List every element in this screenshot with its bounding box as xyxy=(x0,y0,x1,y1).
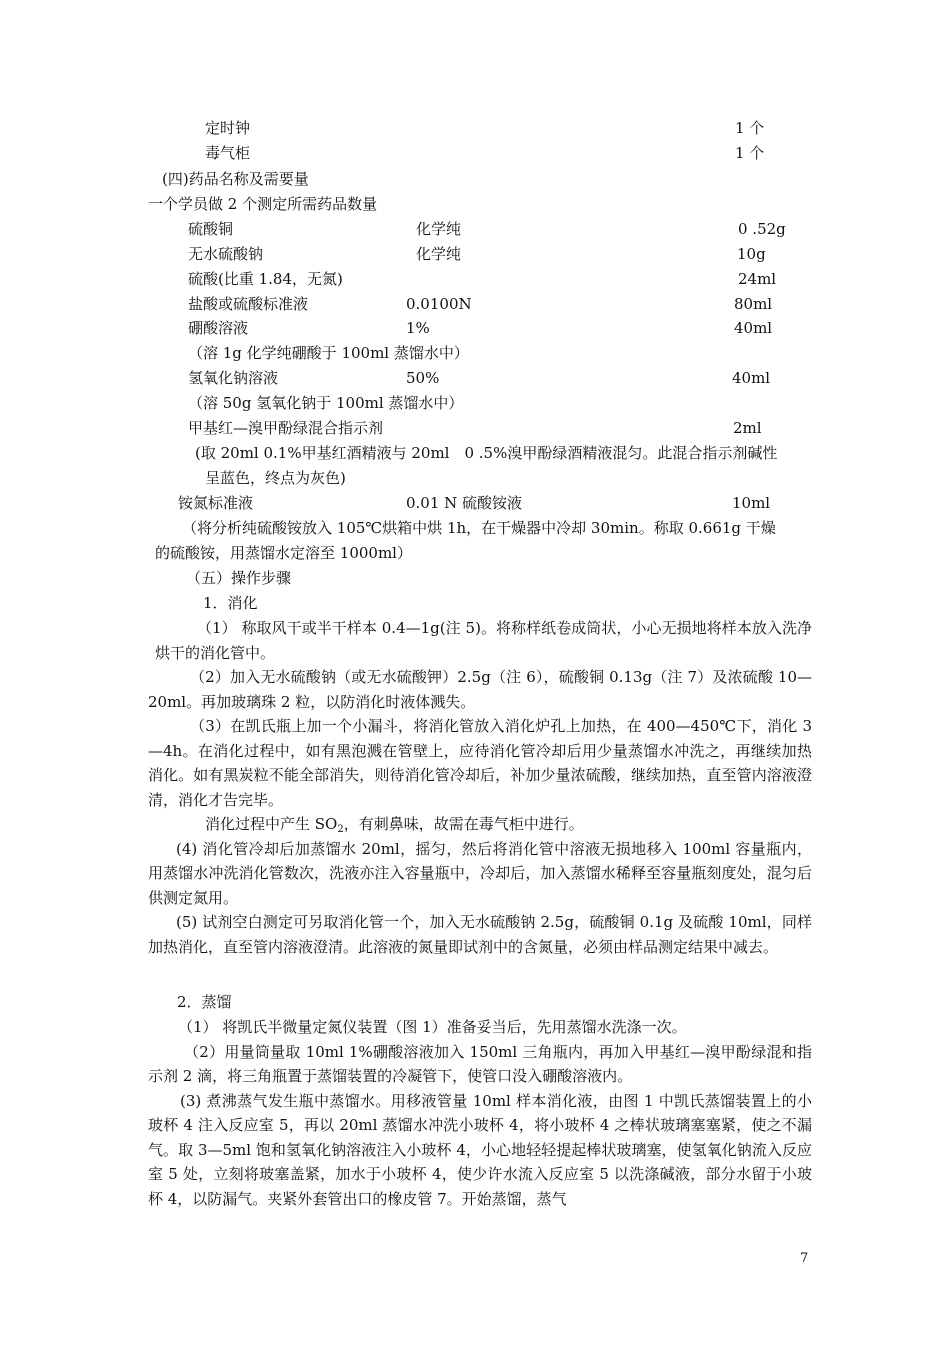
indicator-amount: 2ml xyxy=(733,419,762,437)
step1-para-1: （1） 称取风干或半干样本 0.4—1g(注 5)。将称样纸卷成筒状，小心无损地将样本放入洗净烘干的消化管中。 xyxy=(155,619,812,662)
equipment-name: 毒气柜 xyxy=(205,144,251,162)
reagent-name: 硫酸(比重 1.84，无氮) xyxy=(188,270,343,288)
ammonium-note: （将分析纯硫酸铵放入 105℃烘箱中烘 1h，在干燥器中冷却 30min。称取 0.661g 干燥 xyxy=(182,519,776,537)
step2-para-2: （2）用量筒量取 10ml 1%硼酸溶液加入 150ml 三角瓶内，再加入甲基红—溴甲酚绿混和指示剂 2 滴，将三角瓶置于蒸馏装置的冷凝管下，使管口没入硼酸溶液内。 xyxy=(148,1042,812,1085)
naoh-note: （溶 50g 氢氧化钠于 100ml 蒸馏水中） xyxy=(188,394,464,412)
page-number: 7 xyxy=(800,1251,809,1266)
reagent-spec: 化学纯 xyxy=(416,245,462,263)
so2-text-after: ，有刺鼻味，故需在毒气柜中进行。 xyxy=(343,815,584,833)
step1-para-so2 xyxy=(148,812,812,837)
step1-para-2: （2）加入无水硫酸钠（或无水硫酸钾）2.5g（注 6），硫酸铜 0.13g（注 7）及浓硫酸 10—20ml。再加玻璃珠 2 粒，以防消化时液体溅失。 xyxy=(148,668,812,711)
reagent-name: 无水硫酸钠 xyxy=(188,245,264,263)
step2-heading: 2．蒸馏 xyxy=(177,993,232,1011)
naoh-spec: 50% xyxy=(406,369,440,387)
reagent-amount: 0 .52g xyxy=(738,220,786,238)
boric-note: （溶 1g 化学纯硼酸于 100ml 蒸馏水中） xyxy=(188,344,469,362)
step2-paragraphs xyxy=(148,1015,812,1211)
reagent-spec: 0.0100N xyxy=(406,295,472,313)
section4-intro: 一个学员做 2 个测定所需药品数量 xyxy=(148,195,378,213)
reagent-amount: 40ml xyxy=(734,319,773,337)
step2-para-1: （1） 将凯氏半微量定氮仪装置（图 1）准备妥当后，先用蒸馏水洗涤一次。 xyxy=(178,1018,687,1036)
section5-heading: （五）操作步骤 xyxy=(186,569,292,587)
step2-para-3: (3) 煮沸蒸气发生瓶中蒸馏水。用移液管量 10ml 样本消化液，由图 1 中凯氏蒸馏装置上的小玻杯 4 注入反应室 5，再以 20ml 蒸馏水冲洗小玻杯 4，将小玻杯 4 之棒状玻璃塞塞紧，使之不漏气。取 3—5ml 饱和氢氧化钠溶液注入小玻杯 4，小心地轻轻提起棒状玻璃塞，使氢氧化钠流入反应室 5 处，立刻将玻塞盖紧，加水于小玻杯 4，使少许水流入反应室 5 以洗涤碱液，部分水留于小玻杯 4，以防漏气。夹紧外套管出口的橡皮管 7。开始蒸馏，蒸气 xyxy=(148,1091,812,1208)
so2-text-before: 消化过程中产生 SO xyxy=(205,815,338,833)
section4-heading: (四)药品名称及需要量 xyxy=(162,170,309,188)
step1-para-5: (5) 试剂空白测定可另取消化管一个，加入无水硫酸钠 2.5g，硫酸铜 0.1g 及硫酸 10ml，同样加热消化，直至管内溶液澄清。此溶液的氮量即试剂中的含氮量，必须由样品测定结果中减去。 xyxy=(148,913,812,956)
equipment-name: 定时钟 xyxy=(205,119,251,137)
indicator-note: (取 20ml 0.1%甲基红酒精液与 20ml 0 .5%溴甲酚绿酒精液混匀。此混合指示剂碱性 xyxy=(195,444,778,462)
reagent-name: 硫酸铜 xyxy=(188,220,234,238)
naoh-amount: 40ml xyxy=(732,369,771,387)
equipment-qty: 1 个 xyxy=(735,119,765,137)
ammonium-amount: 10ml xyxy=(732,494,771,512)
indicator-note-cont: 呈蓝色，终点为灰色) xyxy=(205,469,346,487)
reagent-amount: 24ml xyxy=(738,270,777,288)
naoh-name: 氢氧化钠溶液 xyxy=(188,369,279,387)
indicator-name: 甲基红—溴甲酚绿混合指示剂 xyxy=(188,419,384,437)
equipment-qty: 1 个 xyxy=(735,144,765,162)
reagent-spec: 1% xyxy=(406,319,430,337)
ammonium-spec: 0.01 N 硫酸铵液 xyxy=(406,494,523,512)
step1-paragraphs xyxy=(148,616,812,959)
step1-para-3: （3）在凯氏瓶上加一个小漏斗，将消化管放入消化炉孔上加热，在 400—450℃下，消化 3—4h。在消化过程中，如有黑泡溅在管壁上，应待消化管冷却后用少量蒸馏水冲洗之，再继续加热消化。如有黑炭粒不能全部消失，则待消化管冷却后，补加少量浓硫酸，继续加热，直至管内溶液澄清，消化才告完毕。 xyxy=(148,717,812,809)
reagent-spec: 化学纯 xyxy=(416,220,462,238)
step1-para-4: (4) 消化管冷却后加蒸馏水 20ml，摇匀，然后将消化管中溶液无损地移入 100ml 容量瓶内，用蒸馏水冲洗消化管数次，洗液亦注入容量瓶中，冷却后，加入蒸馏水稀释至容量瓶刻度处，混匀后供测定氮用。 xyxy=(148,839,812,907)
reagent-amount: 80ml xyxy=(734,295,773,313)
step1-heading: 1．消化 xyxy=(203,594,258,612)
reagent-amount: 10g xyxy=(737,245,766,263)
reagent-name: 硼酸溶液 xyxy=(188,319,249,337)
so2-subscript: 2 xyxy=(337,824,344,835)
ammonium-name: 铵氮标准液 xyxy=(178,494,254,512)
reagent-name: 盐酸或硫酸标准液 xyxy=(188,295,309,313)
ammonium-note-cont: 的硫酸铵，用蒸馏水定溶至 1000ml） xyxy=(155,544,412,562)
